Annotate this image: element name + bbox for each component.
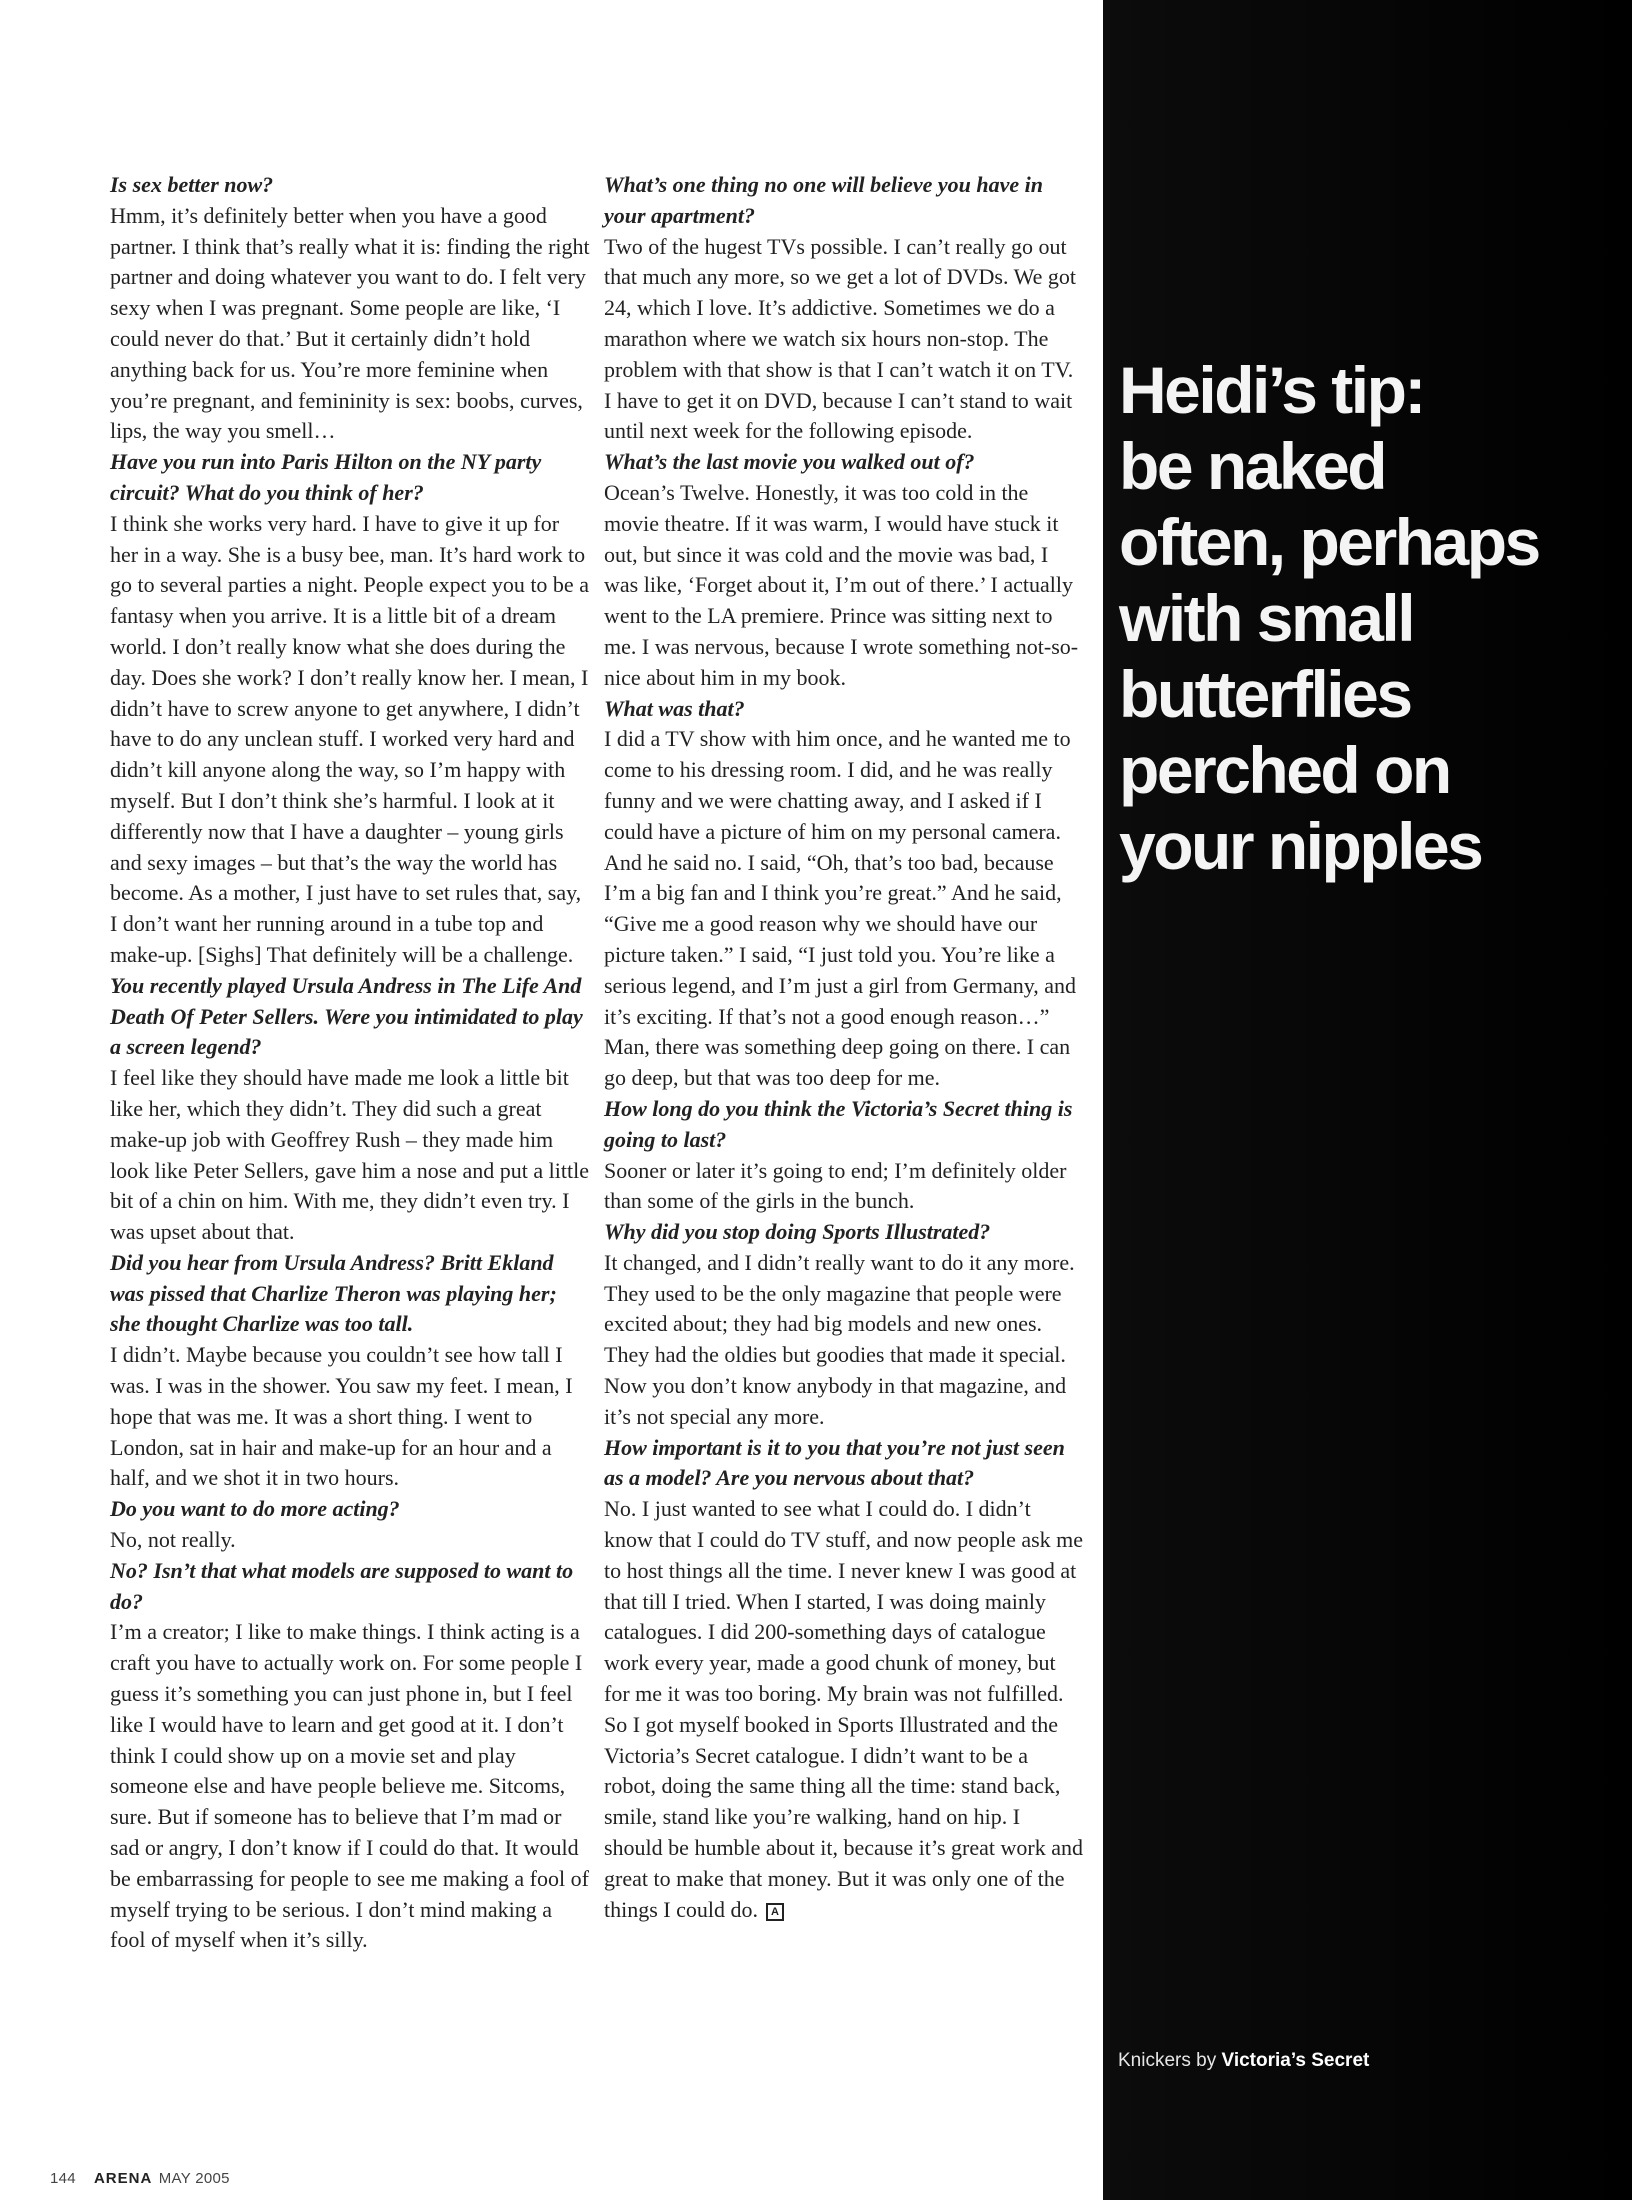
- interview-answer: Hmm, it’s definitely better when you have a good partner. I think that’s really what it is: finding the right partner and doing whatever you want to do. I felt very sexy when I was pregnant. Some people are like, ‘I could never do that.’ But it certainly didn’t hold anything back for us. You’re more feminine when you’re pregnant, and femininity is sex: boobs, curves, lips, the way you smell…: [110, 202, 590, 444]
- interview-question: Is sex better now?: [110, 172, 274, 197]
- interview-question: What’s the last movie you walked out of?: [604, 449, 975, 475]
- interview-answer: I think she works very hard. I have to give it up for her in a way. She is a busy bee, man. It’s hard work to go to several parties a night. People expect you to be a fantasy when you arrive. It is a little bit of a dream world. I don’t really know what she does during the day. Does she work? I don’t really know her. I mean, I didn’t have to screw anyone to get anywhere, I didn’t have to do any unclean stuff. I worked very hard and didn’t kill anyone along the way, so I’m happy with myself. But I don’t think she’s harmful. I look at it differently now that I have a daughter – young girls and sexy images – but that’s the way the world has become. As a mother, I just have to set rules that, say, I don’t want her running around in a tube top and make-up. [Sighs] That definitely will be a challenge.: [110, 510, 589, 967]
- credit-brand: Victoria’s Secret: [1221, 2050, 1370, 2071]
- interview-question: How long do you think the Victoria’s Secret thing is going to last?: [604, 1095, 1073, 1152]
- magazine-name: ARENA: [93, 2170, 153, 2187]
- page-number: 144: [50, 2170, 76, 2187]
- interview-answer: Sooner or later it’s going to end; I’m definitely older than some of the girls in the bunch.: [604, 1157, 1067, 1214]
- end-mark-icon: A: [766, 1903, 784, 1921]
- photo-credit: [1118, 2050, 1369, 2072]
- credit-prefix: Knickers by: [1118, 2050, 1222, 2071]
- interview-question: What was that?: [604, 695, 745, 721]
- interview-question: How important is it to you that you’re not just seen as a model? Are you nervous about that?: [604, 1434, 1065, 1491]
- article-column-right: [604, 170, 1084, 1925]
- interview-question: Do you want to do more acting?: [110, 1496, 400, 1522]
- interview-answer: I feel like they should have made me look a little bit like her, which they didn’t. They did such a great make-up job with Geoffrey Rush – they made him look like Peter Sellers, gave him a nose and put a little bit of a chin on him. With me, they didn’t even try. I was upset about that.: [110, 1065, 589, 1245]
- pull-quote: Heidi’s tip: be naked often, perhaps with small butterflies perched on your nipples: [1119, 353, 1539, 883]
- page-folio: [50, 2170, 230, 2187]
- interview-answer: Two of the hugest TVs possible. I can’t really go out that much any more, so we get a lot of DVDs. We got 24, which I love. It’s addictive. Sometimes we do a marathon where we watch six hours non-stop. The problem with that show is that I can’t watch it on TV. I have to get it on DVD, because I can’t stand to wait until next week for the following episode.: [604, 233, 1076, 444]
- interview-question: You recently played Ursula Andress in The Life And Death Of Peter Sellers. Were you intimidated to play a screen legend?: [110, 972, 583, 1060]
- interview-question: Did you hear from Ursula Andress? Britt Ekland was pissed that Charlize Theron was playing her; she thought Charlize was too tall.: [110, 1249, 557, 1337]
- interview-answer: Ocean’s Twelve. Honestly, it was too cold in the movie theatre. If it was warm, I would have stuck it out, but since it was cold and the movie was bad, I was like, ‘Forget about it, I’m out of there.’ I actually went to the LA premiere. Prince was sitting next to me. I was nervous, because I wrote something not-so-nice about him in my book.: [604, 479, 1079, 690]
- interview-answer: I did a TV show with him once, and he wanted me to come to his dressing room. I did, and he was really funny and we were chatting away, and I asked if I could have a picture of him on my personal camera. And he said no. I said, “Oh, that’s too bad, because I’m a big fan and I think you’re great.” And he said, “Give me a good reason why we should have our picture taken.” I said, “I just told you. You’re like a serious legend, and I’m just a girl from Germany, and it’s exciting. If that’s not a good enough reason…” Man, there was something deep going on there. I can go deep, but that was too deep for me.: [604, 726, 1077, 1091]
- interview-answer: It changed, and I didn’t really want to do it any more. They used to be the only magazine that people were excited about; they had big models and new ones. They had the oldies but goodies that made it special. Now you don’t know anybody in that magazine, and it’s not special any more.: [604, 1249, 1075, 1429]
- interview-question: No? Isn’t that what models are supposed to want to do?: [110, 1557, 574, 1614]
- interview-answer: I didn’t. Maybe because you couldn’t see how tall I was. I was in the shower. You saw my feet. I mean, I hope that was me. It was a short thing. I went to London, sat in hair and make-up for an hour and a half, and we shot it in two hours.: [110, 1342, 573, 1491]
- article-column-left: [110, 170, 590, 1956]
- interview-question: Have you run into Paris Hilton on the NY party circuit? What do you think of her?: [110, 449, 542, 505]
- interview-answer: I’m a creator; I like to make things. I think acting is a craft you have to actually work on. For some people I guess it’s something you can just phone in, but I feel like I would have to learn and get good at it. I don’t think I could show up on a movie set and play someone else and have people believe me. Sitcoms, sure. But if someone has to believe that I’m mad or sad or angry, I don’t know if I could do that. It would be embarrassing for people to see me making a fool of myself trying to be serious. I don’t mind making a fool of myself when it’s silly.: [110, 1619, 589, 1953]
- interview-question: Why did you stop doing Sports Illustrated?: [604, 1219, 991, 1245]
- interview-answer: No, not really.: [110, 1527, 236, 1553]
- issue-date: MAY 2005: [158, 2170, 230, 2187]
- black-photo-panel: [1103, 0, 1632, 2200]
- interview-question: What’s one thing no one will believe you have in your apartment?: [604, 172, 1044, 228]
- interview-answer: No. I just wanted to see what I could do. I didn’t know that I could do TV stuff, and now people ask me to host things all the time. I never knew I was good at that till I tried. When I started, I was doing mainly catalogues. I did 200-something days of catalogue work every year, made a good chunk of money, but for me it was too boring. My brain was not fulfilled. So I got myself booked in Sports Illustrated and the Victoria’s Secret catalogue. I didn’t want to be a robot, doing the same thing all the time: stand back, smile, stand like you’re walking, hand on hip. I should be humble about it, because it’s great work and great to make that money. But it was only one of the things I could do. A: [604, 1496, 1084, 1922]
